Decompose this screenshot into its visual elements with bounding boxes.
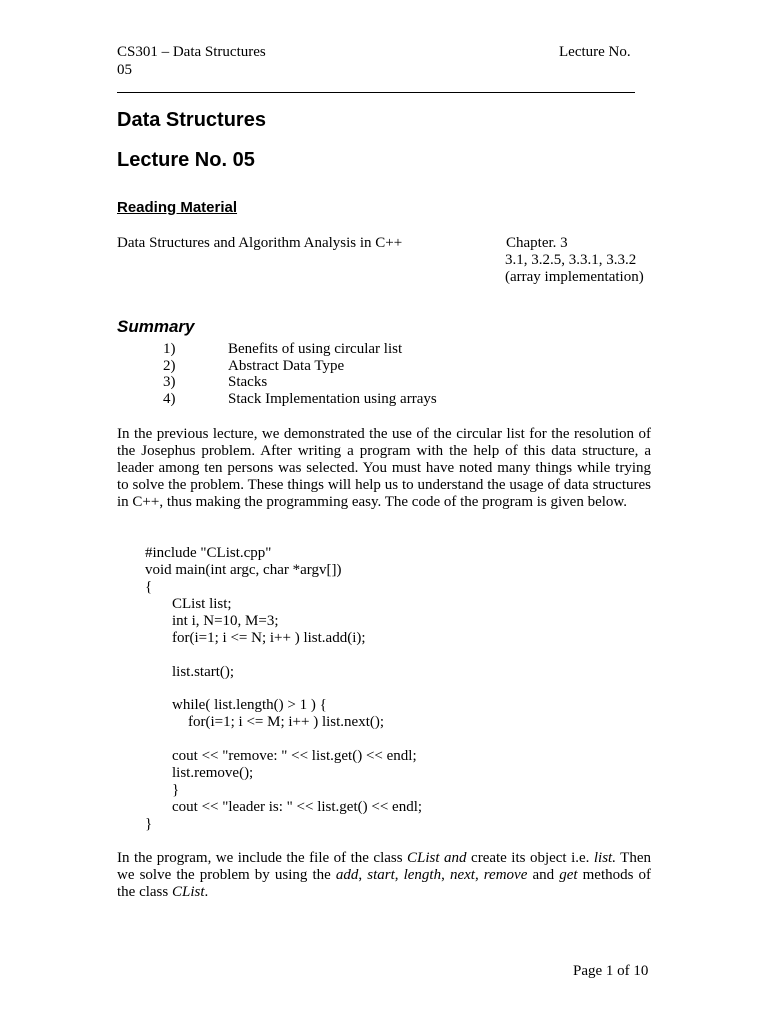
code-line: list.remove();: [172, 765, 254, 781]
code-line: {: [145, 579, 153, 595]
closing-text: create its object i.e.: [466, 850, 594, 866]
comma: ,: [474, 867, 484, 883]
header-course: CS301 – Data Structures: [117, 44, 266, 60]
summary-text: Stack Implementation using arrays: [228, 391, 437, 407]
code-line: void main(int argc, char *argv[]): [145, 562, 342, 578]
summary-num: 3): [163, 374, 176, 390]
object-name: list.: [593, 850, 616, 866]
method-start: start: [367, 867, 395, 883]
comma: ,: [394, 867, 404, 883]
code-line: cout << "leader is: " << list.get() << endl;: [172, 799, 423, 815]
closing-paragraph: [117, 850, 651, 901]
method-remove: remove: [483, 867, 528, 883]
comma: ,: [358, 867, 368, 883]
header-lecture-label: Lecture No.: [559, 44, 631, 60]
code-line: while( list.length() > 1 ) {: [172, 697, 327, 713]
document-title: Data Structures: [117, 109, 266, 131]
summary-text: Stacks: [228, 374, 268, 390]
closing-and: and: [439, 850, 467, 866]
lecture-heading: Lecture No. 05: [117, 149, 255, 171]
reading-material-heading: Reading Material: [117, 199, 238, 216]
code-line: #include "CList.cpp": [145, 545, 272, 561]
reading-sections: 3.1, 3.2.5, 3.3.1, 3.3.2: [505, 252, 637, 268]
code-line: int i, N=10, M=3;: [172, 613, 279, 629]
method-add: add: [335, 867, 359, 883]
reading-book: Data Structures and Algorithm Analysis in C++: [117, 235, 403, 251]
code-line: }: [145, 816, 153, 832]
closing-and: and: [527, 867, 560, 883]
class-name: CList: [171, 884, 205, 900]
method-length: length: [403, 867, 442, 883]
class-name: CList: [407, 850, 440, 866]
code-line: for(i=1; i <= N; i++ ) list.add(i);: [172, 630, 366, 646]
header-divider: [117, 92, 635, 93]
reading-note: (array implementation): [505, 269, 644, 285]
closing-text: Then we solve the problem by using the: [117, 850, 651, 883]
period: .: [204, 884, 209, 900]
code-line: cout << "remove: " << list.get() << endl;: [172, 748, 417, 764]
comma: ,: [441, 867, 450, 883]
code-line: list.start();: [172, 664, 235, 680]
summary-num: 2): [163, 358, 176, 374]
summary-num: 1): [163, 341, 176, 357]
summary-heading: Summary: [117, 317, 195, 336]
summary-text: Benefits of using circular list: [228, 341, 403, 357]
reading-chapter: Chapter. 3: [506, 235, 568, 251]
summary-text: Abstract Data Type: [228, 358, 345, 374]
method-next: next: [449, 867, 475, 883]
summary-num: 4): [163, 391, 176, 407]
code-line: }: [172, 782, 180, 798]
code-line: for(i=1; i <= M; i++ ) list.next();: [188, 714, 385, 730]
header-lecture-number: 05: [117, 62, 132, 78]
code-line: CList list;: [172, 596, 232, 612]
closing-text: In the program, we include the file of the class: [117, 850, 408, 866]
intro-paragraph: In the previous lecture, we demonstrated the use of the circular list for the resolution of the Josephus problem. After writing a program with the help of this data structure, a leader among ten persons was selected. You must have noted many things while trying to solve the problem. These things will help us to understand the usage of data structures in C++, thus making the programming easy. The code of the program is given below.: [117, 426, 651, 510]
page-number: Page 1 of 10: [573, 963, 649, 979]
method-get: get: [559, 867, 578, 883]
closing-text: methods of the class: [117, 867, 652, 900]
